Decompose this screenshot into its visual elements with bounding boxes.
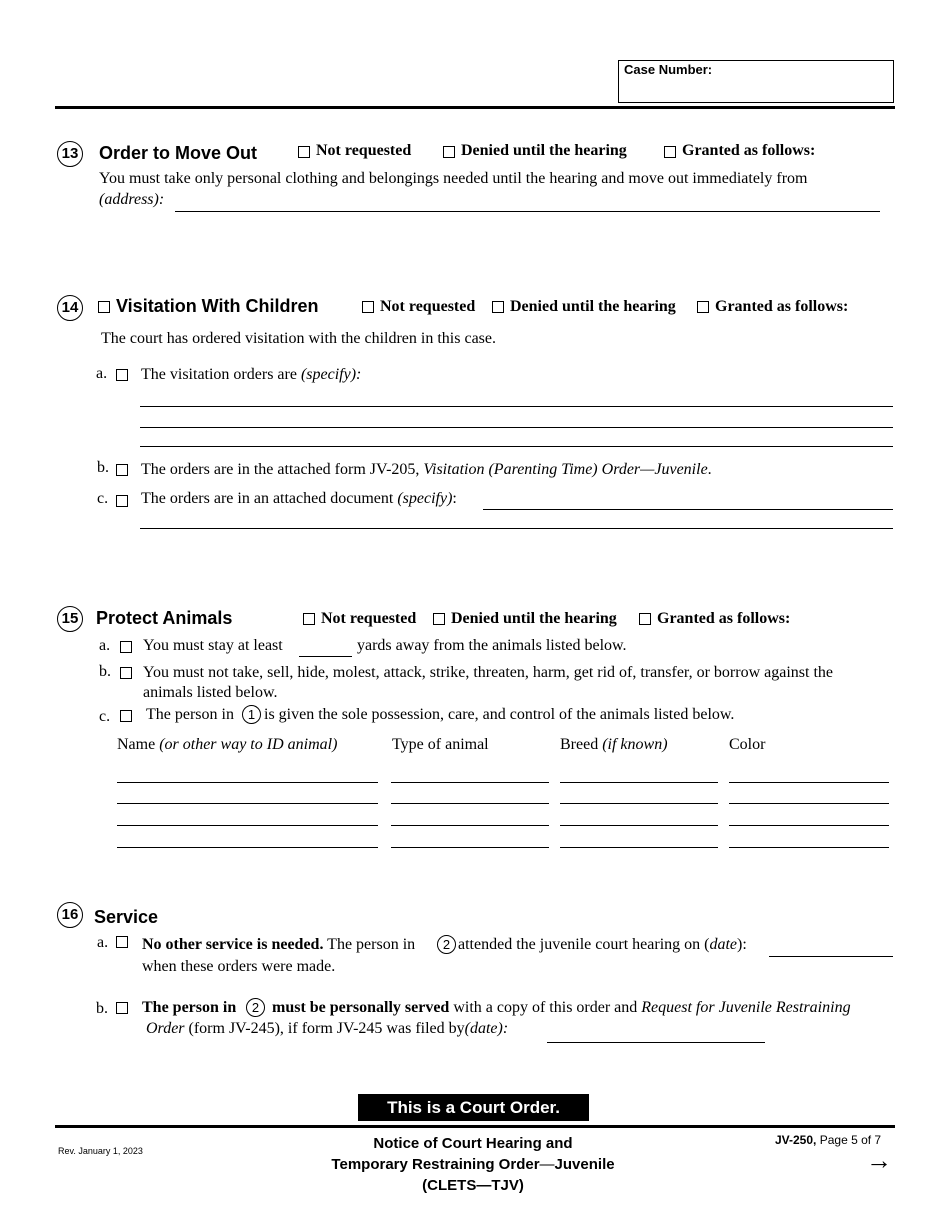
s14-c-text: The orders are in an attached document (specify):	[141, 490, 457, 507]
s16-b-bold-1: The person in	[142, 999, 237, 1016]
header-rule	[55, 106, 895, 109]
animal-breed-line[interactable]	[560, 803, 718, 804]
s14-main-checkbox[interactable]	[98, 301, 110, 313]
s15-granted-checkbox[interactable]	[639, 613, 651, 625]
animal-color-line[interactable]	[729, 825, 889, 826]
section-15-number: 15	[57, 606, 83, 632]
s13-text: You must take only personal clothing and belongings needed until the hearing and move out immediately from	[99, 170, 808, 187]
s15-c-ref-circle: 1	[242, 705, 261, 724]
form-title-line-2: Temporary Restraining Order—Juvenile	[331, 1156, 615, 1173]
col-color-header: Color	[729, 736, 766, 753]
col-name-header: Name (or other way to ID animal)	[117, 736, 338, 753]
section-16-title: Service	[94, 907, 159, 927]
s16-a-label: a.	[97, 934, 109, 951]
s15-a-checkbox[interactable]	[120, 641, 132, 653]
s13-denied-label: Denied until the hearing	[461, 142, 627, 159]
court-order-banner: This is a Court Order.	[358, 1094, 589, 1121]
s14-a-text: The visitation orders are (specify):	[141, 366, 362, 383]
s14-a-line-1[interactable]	[140, 406, 893, 407]
s15-c-label: c.	[99, 708, 111, 725]
section-14-number: 14	[57, 295, 83, 321]
s15-c-checkbox[interactable]	[120, 710, 132, 722]
s15-a-text-2: yards away from the animals listed below.	[357, 637, 627, 654]
s16-b-ref-circle: 2	[246, 998, 265, 1017]
animal-breed-line[interactable]	[560, 825, 718, 826]
footer-rule	[55, 1125, 895, 1128]
s14-c-line-2[interactable]	[140, 528, 893, 529]
s15-a-distance-line[interactable]	[299, 656, 352, 657]
animal-type-line[interactable]	[391, 782, 549, 783]
s15-b-label: b.	[99, 663, 111, 680]
s14-c-label: c.	[97, 490, 109, 507]
s13-granted-label: Granted as follows:	[682, 142, 816, 159]
s13-address-label: (address):	[99, 191, 165, 208]
s15-c-text-2: is given the sole possession, care, and control of the animals listed below.	[264, 706, 735, 723]
s15-b-text-1: You must not take, sell, hide, molest, attack, strike, threaten, harm, get rid of, transfer, or borrow against the	[143, 664, 834, 681]
section-14-title: Visitation With Children	[116, 296, 319, 316]
col-breed-header: Breed (if known)	[560, 736, 668, 753]
s15-b-text-2: animals listed below.	[143, 684, 278, 701]
s16-b-text-2: Order (form JV-245), if form JV-245 was filed by(date):	[146, 1020, 509, 1037]
animal-type-line[interactable]	[391, 825, 549, 826]
s16-a-ref-circle: 2	[437, 935, 456, 954]
animal-breed-line[interactable]	[560, 847, 718, 848]
form-title	[290, 1133, 656, 1196]
animal-name-line[interactable]	[117, 782, 378, 783]
s14-intro: The court has ordered visitation with the children in this case.	[101, 330, 496, 347]
s14-granted-checkbox[interactable]	[697, 301, 709, 313]
s14-not-requested-label: Not requested	[380, 298, 476, 315]
form-page-id: JV-250, Page 5 of 7	[775, 1133, 882, 1147]
s14-c-line-1[interactable]	[483, 509, 893, 510]
s16-b-checkbox[interactable]	[116, 1002, 128, 1014]
s14-not-requested-checkbox[interactable]	[362, 301, 374, 313]
s14-c-checkbox[interactable]	[116, 495, 128, 507]
animal-color-line[interactable]	[729, 782, 889, 783]
s15-denied-checkbox[interactable]	[433, 613, 445, 625]
s15-granted-label: Granted as follows:	[657, 610, 791, 627]
s15-not-requested-checkbox[interactable]	[303, 613, 315, 625]
s16-a-text-1: No other service is needed. The person in	[142, 936, 416, 953]
s16-a-text-3: when these orders were made.	[142, 958, 336, 975]
s13-granted-checkbox[interactable]	[664, 146, 676, 158]
section-13-title: Order to Move Out	[99, 143, 258, 163]
s15-b-checkbox[interactable]	[120, 667, 132, 679]
next-page-arrow-icon: →	[866, 1145, 892, 1175]
s13-not-requested-label: Not requested	[316, 142, 412, 159]
s16-a-date-line[interactable]	[769, 956, 893, 957]
form-title-line-1: Notice of Court Hearing and	[373, 1135, 573, 1152]
animal-color-line[interactable]	[729, 803, 889, 804]
case-number-box[interactable]	[618, 60, 894, 103]
s14-a-label: a.	[96, 365, 108, 382]
s16-b-text-1: must be personally served with a copy of this order and Request for Juvenile Restraining	[272, 999, 851, 1016]
s15-a-label: a.	[99, 637, 111, 654]
s16-b-label: b.	[96, 1000, 108, 1017]
col-type-header: Type of animal	[392, 736, 489, 753]
s14-b-checkbox[interactable]	[116, 464, 128, 476]
s13-denied-checkbox[interactable]	[443, 146, 455, 158]
s13-address-line[interactable]	[175, 211, 880, 212]
form-title-line-3: (CLETS—TJV)	[422, 1177, 524, 1194]
s16-a-text-2: attended the juvenile court hearing on (date):	[458, 936, 747, 953]
s14-denied-checkbox[interactable]	[492, 301, 504, 313]
animal-name-line[interactable]	[117, 847, 378, 848]
s16-a-checkbox[interactable]	[116, 936, 128, 948]
s14-denied-label: Denied until the hearing	[510, 298, 676, 315]
s15-not-requested-label: Not requested	[321, 610, 417, 627]
animal-type-line[interactable]	[391, 803, 549, 804]
revision-date: Rev. January 1, 2023	[58, 1146, 143, 1156]
s14-granted-label: Granted as follows:	[715, 298, 849, 315]
animal-type-line[interactable]	[391, 847, 549, 848]
animal-name-line[interactable]	[117, 825, 378, 826]
section-13-number: 13	[57, 141, 83, 167]
s14-a-line-3[interactable]	[140, 446, 893, 447]
s14-b-label: b.	[97, 459, 109, 476]
case-number-label: Case Number:	[624, 62, 713, 77]
animal-breed-line[interactable]	[560, 782, 718, 783]
s16-b-date-line[interactable]	[547, 1042, 765, 1043]
section-16-number: 16	[57, 902, 83, 928]
s14-b-text: The orders are in the attached form JV-205, Visitation (Parenting Time) Order—Juvenile.	[141, 461, 712, 478]
s14-a-line-2[interactable]	[140, 427, 893, 428]
s14-a-checkbox[interactable]	[116, 369, 128, 381]
s15-a-text-1: You must stay at least	[143, 637, 283, 654]
s15-denied-label: Denied until the hearing	[451, 610, 617, 627]
s15-c-text-1: The person in	[146, 706, 234, 723]
s13-not-requested-checkbox[interactable]	[298, 146, 310, 158]
animal-name-line[interactable]	[117, 803, 378, 804]
section-15-title: Protect Animals	[96, 608, 233, 628]
animal-color-line[interactable]	[729, 847, 889, 848]
